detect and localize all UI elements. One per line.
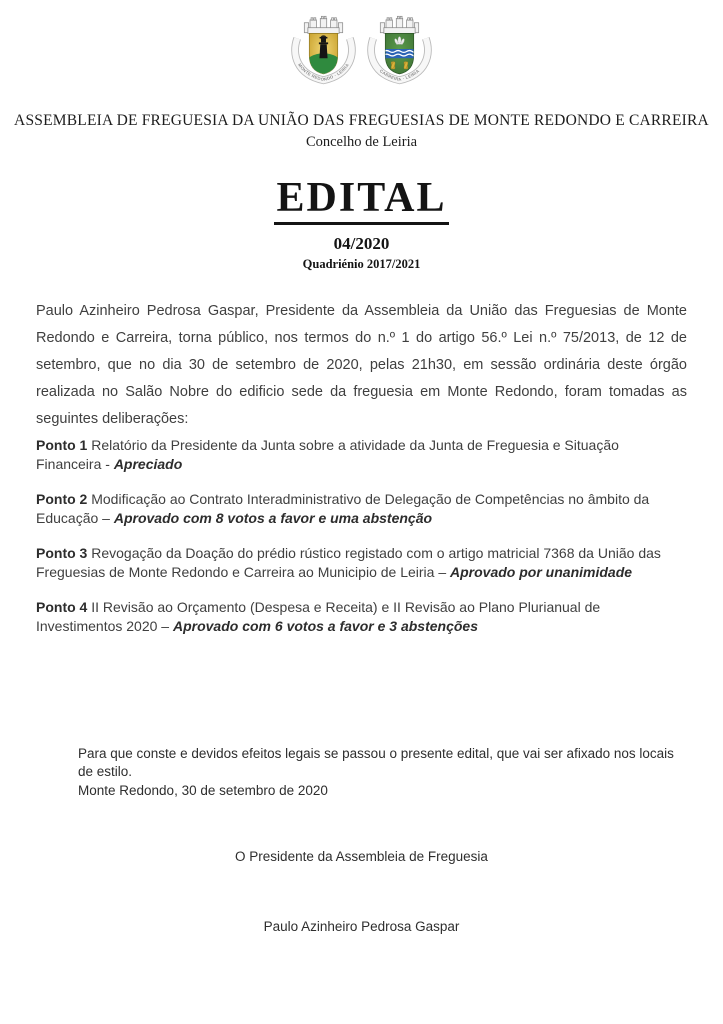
- parish-crests: [0, 11, 723, 87]
- assembly-name: ASSEMBLEIA DE FREGUESIA DA UNIÃO DAS FREGUESIAS DE MONTE REDONDO E CARREIRA: [14, 112, 709, 129]
- shield-icon: [306, 33, 342, 75]
- organization-header: [0, 112, 723, 151]
- crest-motto: CARREIRA · LEIRIA: [378, 68, 421, 83]
- intro-paragraph: Paulo Azinheiro Pedrosa Gaspar, Presidente da Assembleia da União das Freguesias de Monte Redondo e Carreira, torna público, nos termos do n.º 1 do artigo 56.º Lei n.º 75/2013, de 12 de setembro, que no dia 30 de setembro de 2020, pelas 21h30, em sessão ordinária deste órgão realizada no Salão Nobre do edificio sede da freguesia em Monte Redondo, foram tomadas as seguintes deliberações:: [36, 302, 687, 427]
- monte-redondo-crest-icon: [288, 11, 359, 87]
- signature-title: O Presidente da Assembleia de Freguesia: [235, 849, 488, 864]
- edital-number: 04/2020: [333, 234, 390, 254]
- mural-crown-icon: [380, 16, 418, 33]
- point-result: Aprovado com 6 votos a favor e 3 abstenções: [172, 617, 478, 634]
- point-result: Apreciado: [113, 455, 183, 472]
- title-block: [0, 176, 723, 272]
- term-label: Quadriénio 2017/2021: [302, 257, 421, 272]
- point-text: Modificação ao Contrato Interadministrativo de Delegação de Competências no âmbito da Educação –: [36, 491, 650, 526]
- crest-motto: MONTE REDONDO · LEIRIA: [297, 62, 350, 83]
- deliberation-point-3: [36, 544, 687, 581]
- deliberation-point-2: [36, 490, 687, 527]
- point-text: Revogação da Doação do prédio rústico registado com o artigo matricial 7368 da União das Freguesias de Monte Redondo e Carreira ao Municipio de Leiria –: [36, 545, 661, 580]
- mural-crown-icon: [304, 16, 342, 33]
- point-text: Relatório da Presidente da Junta sobre a atividade da Junta de Freguesia e Situação Financeira -: [36, 437, 619, 472]
- document-title: EDITAL: [274, 176, 450, 225]
- deliberation-point-1: [36, 436, 687, 473]
- wavy-fess-icon: [384, 49, 418, 58]
- point-label: Ponto 2: [36, 491, 88, 507]
- point-label: Ponto 4: [36, 599, 88, 615]
- shield-icon: [384, 33, 418, 73]
- point-label: Ponto 1: [36, 437, 88, 453]
- point-text: II Revisão ao Orçamento (Despesa e Receita) e II Revisão ao Plano Plurianual de Investimentos 2020 –: [36, 599, 601, 634]
- place-and-date: Monte Redondo, 30 de setembro de 2020: [78, 783, 328, 798]
- signature-name: Paulo Azinheiro Pedrosa Gaspar: [263, 919, 460, 934]
- deliberation-point-4: [36, 598, 687, 635]
- carreira-crest-icon: [364, 11, 435, 87]
- point-label: Ponto 3: [36, 545, 88, 561]
- point-result: Aprovado por unanimidade: [450, 563, 633, 580]
- closing-statement: Para que conste e devidos efeitos legais se passou o presente edital, que vai ser afixado nos locais de estilo.: [78, 746, 674, 779]
- deliberations-list: [36, 436, 687, 652]
- municipality-name: Concelho de Leiria: [305, 134, 418, 150]
- point-result: Aprovado com 8 votos a favor e uma abstenção: [113, 509, 433, 526]
